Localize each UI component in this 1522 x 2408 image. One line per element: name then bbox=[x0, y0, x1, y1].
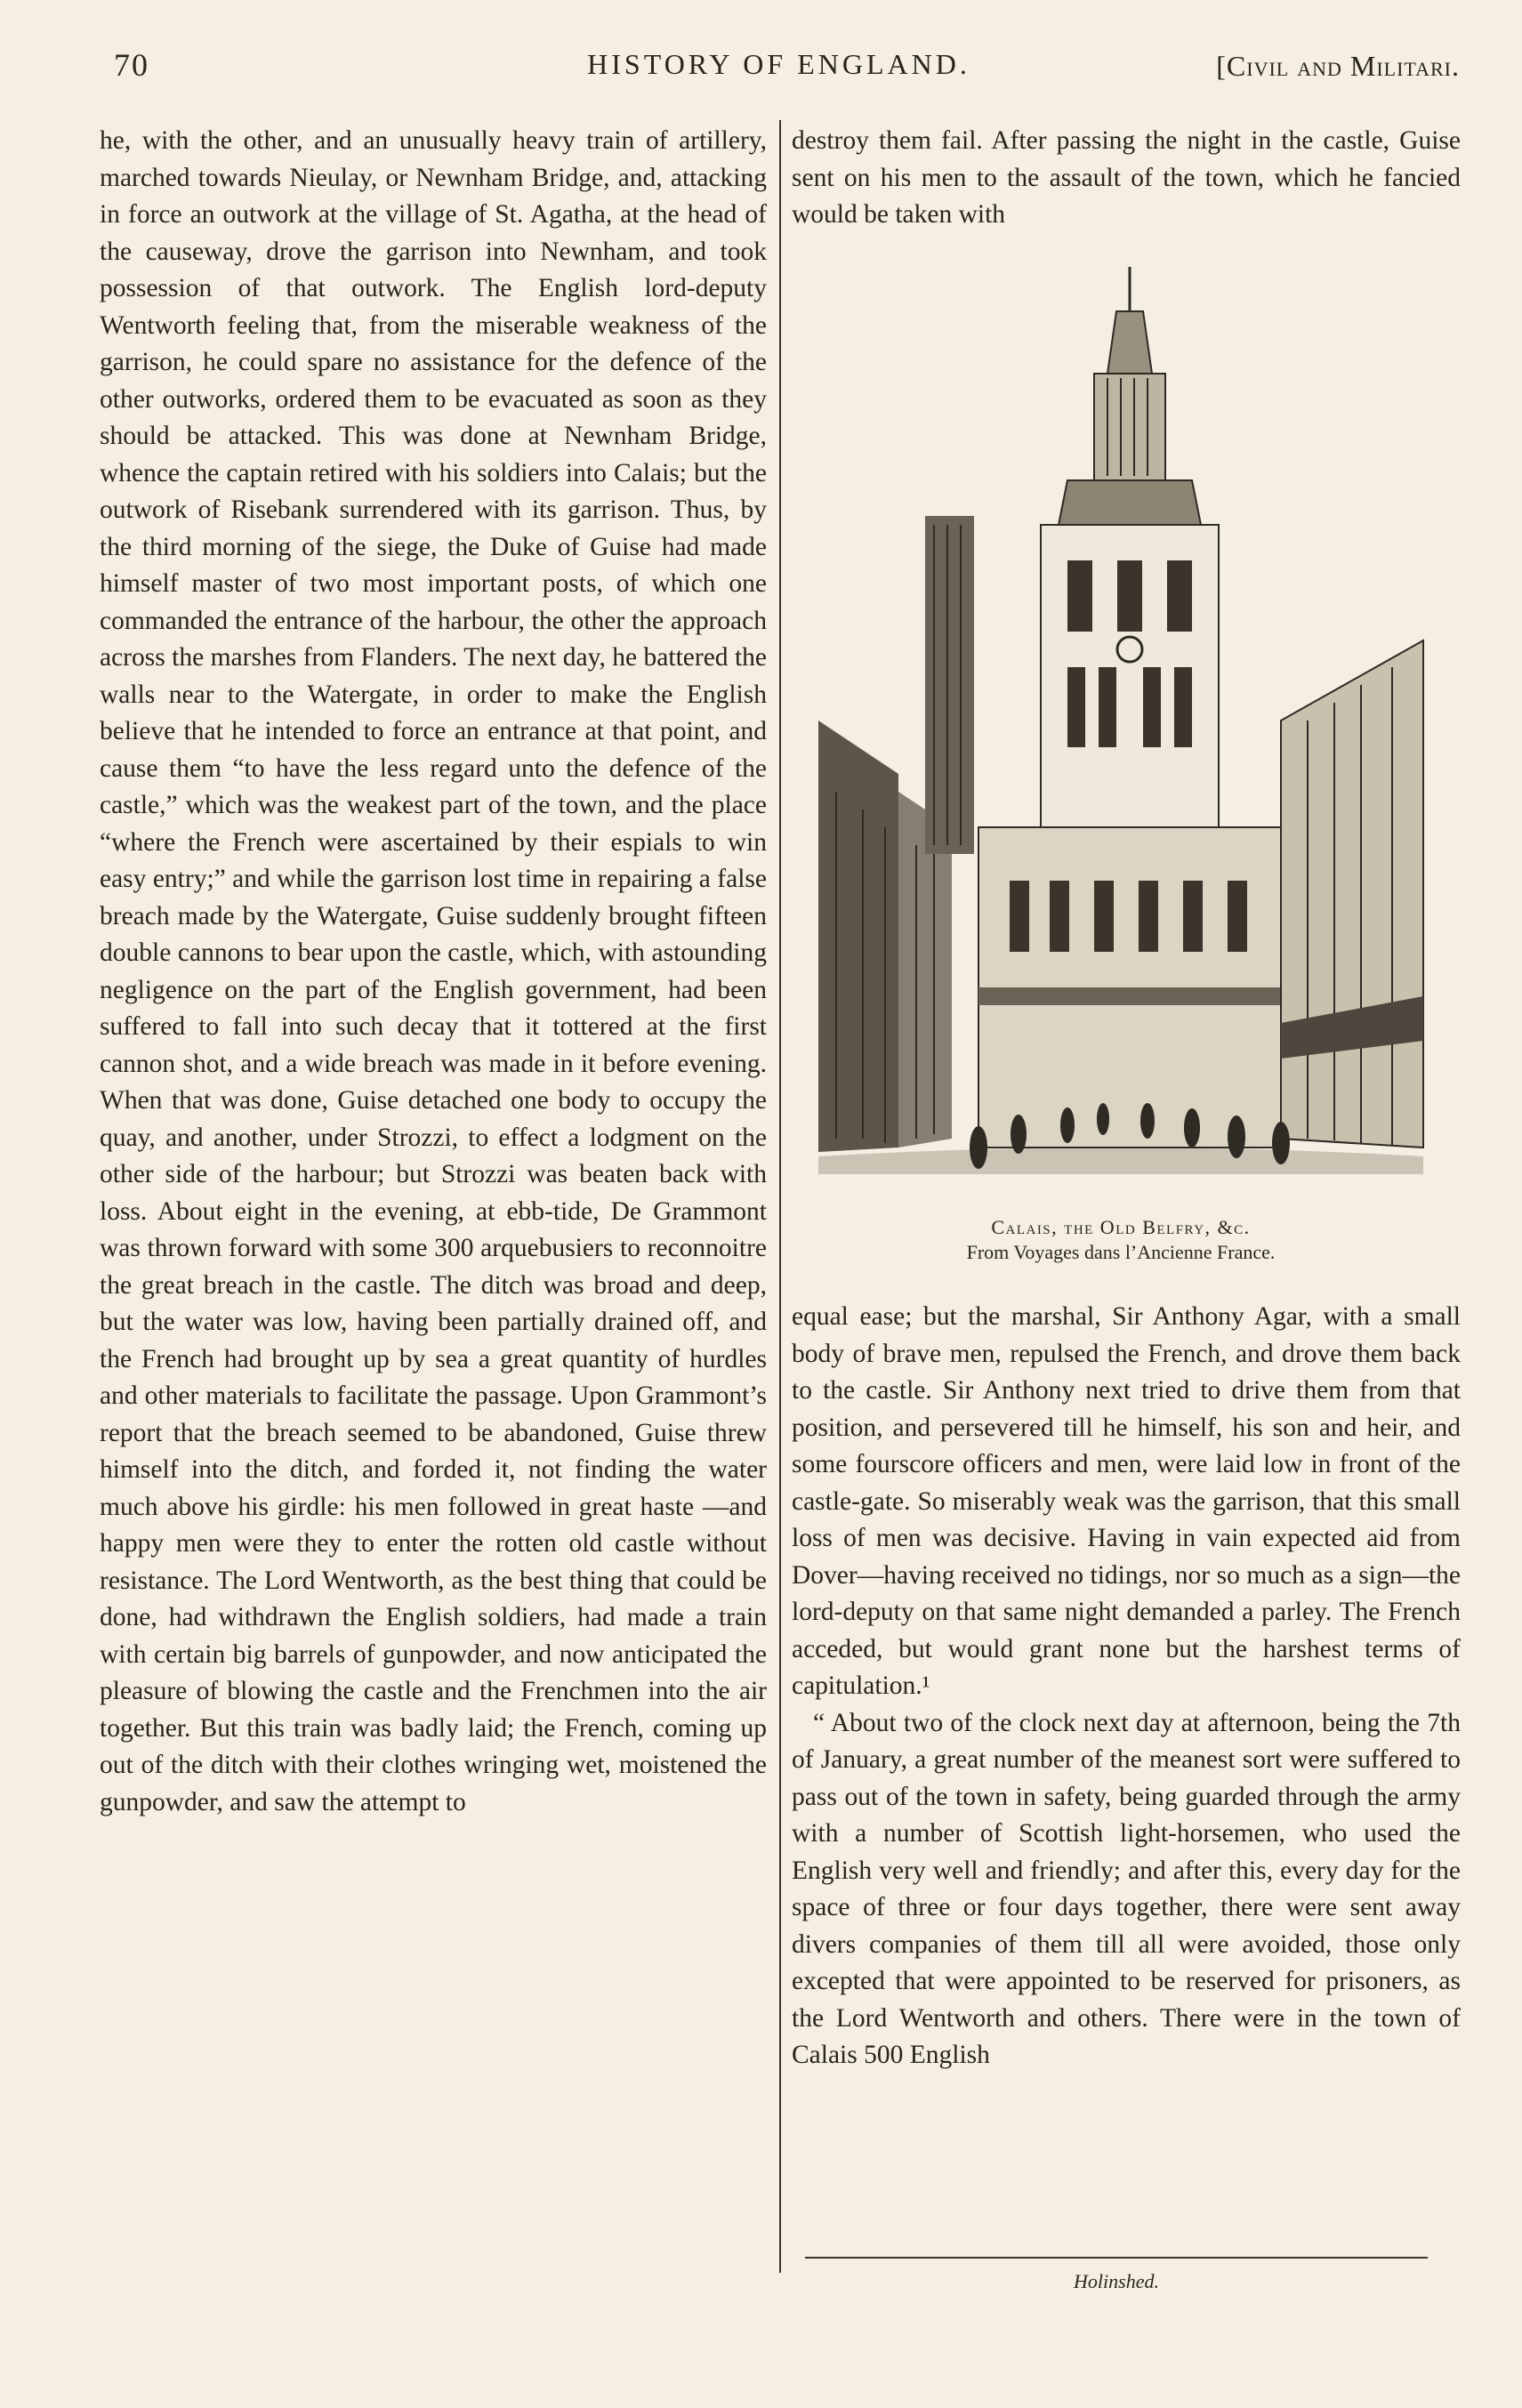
belfry-engraving bbox=[801, 258, 1441, 1192]
caption-title: Calais, the Old Belfry, &c. bbox=[991, 1216, 1251, 1238]
column-divider bbox=[779, 120, 781, 2273]
right-column-top bbox=[792, 123, 1461, 234]
right-column-bottom bbox=[792, 1299, 1461, 2074]
belfry-illustration bbox=[801, 258, 1441, 1192]
left-column bbox=[100, 123, 767, 1821]
running-head bbox=[98, 46, 1460, 87]
figure-caption bbox=[801, 1215, 1441, 1265]
caption-source: From Voyages dans l’Ancienne France. bbox=[966, 1241, 1276, 1263]
footnote-rule bbox=[805, 2257, 1428, 2259]
book-title: HISTORY OF ENGLAND. bbox=[587, 48, 970, 80]
left-paragraph: he, with the other, and an unusually heavy train of artillery, marched towards Nieulay, or Newnham Bridge, and, attacking in force an outwork at the village of St. Agatha, at the head of the causeway, drove the garrison into Newnham, and took possession of that outwork. The English lord-deputy Wentworth feeling that, from the miserable weakness of the garrison, he could spare no assistance for the defence of the other outworks, ordered them to be evacuated as soon as they should be attacked. This was done at Newnham Bridge, whence the captain retired with his soldiers into Calais; but the outwork of Risebank surrendered with its garrison. Thus, by the third morning of the siege, the Duke of Guise had made himself master of two most important posts, of which one commanded the entrance of the harbour, the other the approach across the marshes from Flanders. The next day, he battered the walls near to the Watergate, in order to make the English believe that he intended to force an entrance at that point, and cause them “to have the less regard unto the defence of the castle,” which was the weakest part of the town, and the place “where the French were ascertained by their espials to win easy entry;” and while the garrison lost time in repairing a false breach made by the Watergate, Guise suddenly brought fifteen double cannons to bear upon the castle, which, with astounding negligence on the part of the English government, had been suffered to fall into such decay that it tottered at the first cannon shot, and a wide breach was made in it before evening. When that was done, Guise detached one body to occupy the quay, and another, under Strozzi, to effect a lodgment on the other side of the harbour; but Strozzi was beaten back with loss. About eight in the evening, at ebb-tide, De Grammont was thrown forward with some 300 arquebusiers to reconnoitre the great breach in the castle. The ditch was broad and deep, but the water was low, having been partially drained off, and the French had brought up by sea a great quantity of hurdles and other materials to facilitate the passage. Upon Grammont’s report that the breach seemed to be abandoned, Guise threw himself into the ditch, and forded it, not finding the water much above his girdle: his men followed in great haste —and happy men were they to enter the rotten old castle without resistance. The Lord Wentworth, as the best thing that could be done, had withdrawn the English soldiers, had made a train with certain big barrels of gunpowder, and now anticipated the pleasure of blowing the castle and the Frenchmen into the air together. But this train was badly laid; the French, coming up out of the ditch with their clothes wringing wet, moistened the gunpowder, and saw the attempt to bbox=[100, 126, 767, 1816]
right-paragraph-top: destroy them fail. After passing the night in the castle, Guise sent on his men to the assault of the town, which he fancied would be taken with bbox=[792, 126, 1461, 229]
right-paragraph-2: “ About two of the clock next day at afternoon, being the 7th of January, a great number of the meanest sort were suffered to pass out of the town in safety, being guarded through the army with a number of Scottish light-horsemen, who used the English very well and friendly; and after this, every day for the space of three or four days together, there were sent away divers companies of them till all were avoided, those only excepted that were appointed to be reserved for prisoners, as the Lord Wentworth and others. There were in the town of Calais 500 English bbox=[792, 1708, 1461, 2069]
page-number: 70 bbox=[114, 47, 149, 83]
footnote: Holinshed. bbox=[1074, 2270, 1159, 2292]
section-label: [Civil and Militari. bbox=[1216, 50, 1460, 82]
right-paragraph-1: equal ease; but the marshal, Sir Anthony Agar, with a small body of brave men, repulsed the French, and drove them back to the castle. Sir Anthony next tried to drive them from that position, and persevered till he himself, his son and heir, and some fourscore officers and men, were laid low in front of the castle-gate. So miserably weak was the garrison, that this small loss of men was decisive. Having in vain expected aid from Dover—having received no tidings, nor so much as a sign—the lord-deputy on that same night demanded a parley. The French acceded, but would grant none but the harshest terms of capitulation.¹ bbox=[792, 1302, 1461, 1700]
